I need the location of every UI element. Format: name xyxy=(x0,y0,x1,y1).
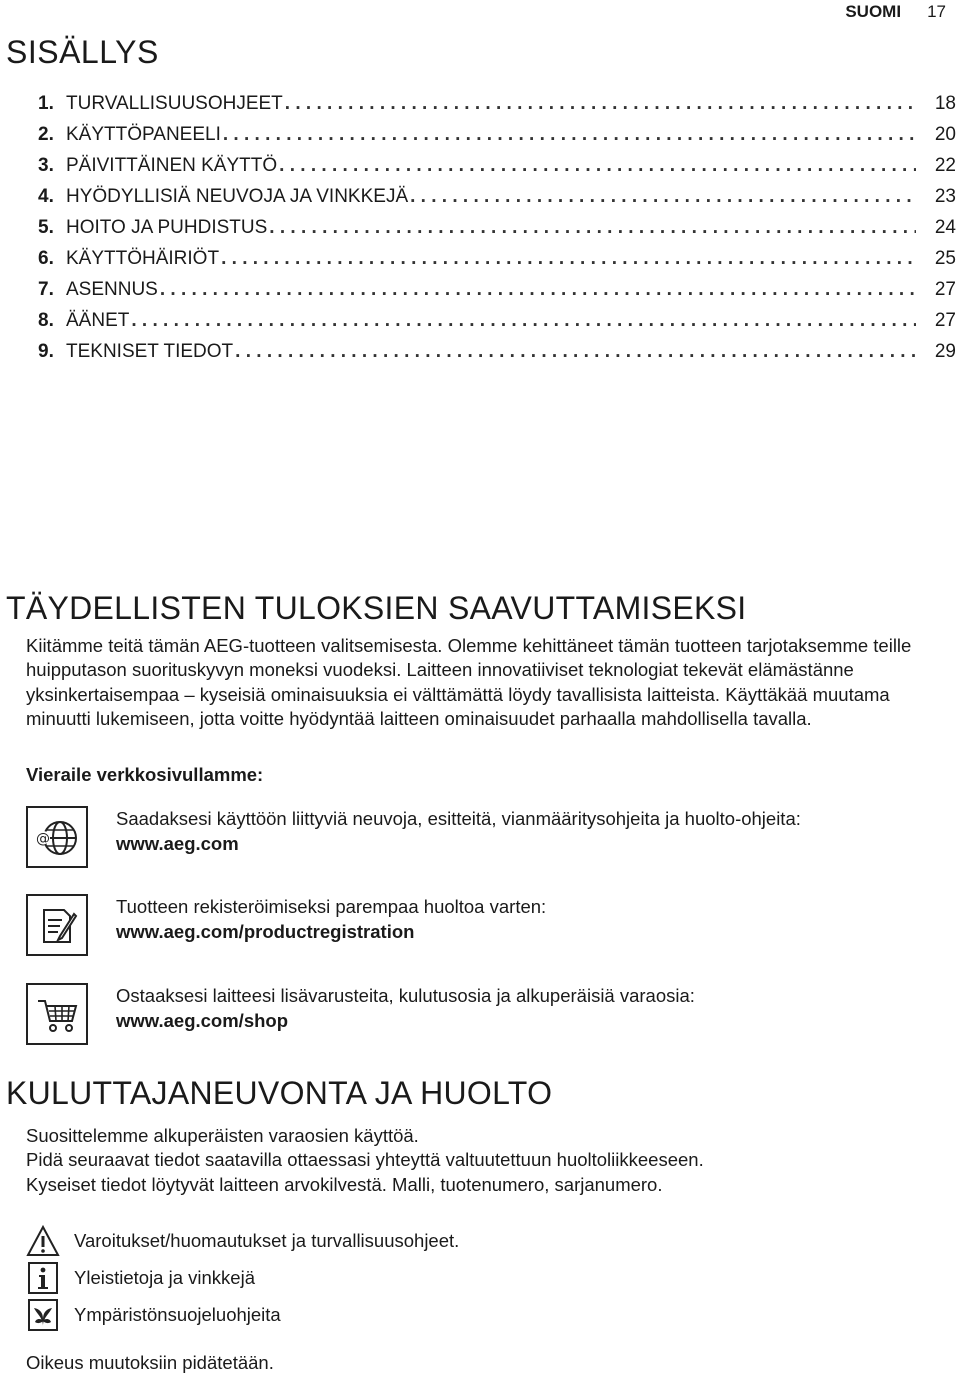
toc-item[interactable] xyxy=(38,186,956,217)
svg-text:@: @ xyxy=(36,831,50,847)
toc-item[interactable] xyxy=(38,341,956,372)
table-of-contents xyxy=(38,93,956,372)
toc-item-label: HYÖDYLLISIÄ NEUVOJA JA VINKKEJÄ xyxy=(66,186,409,207)
toc-item-number: 9. xyxy=(38,341,54,362)
toc-item[interactable] xyxy=(38,217,956,248)
toc-item-page: 18 xyxy=(934,93,956,114)
symbol-legend-environment xyxy=(26,1298,281,1332)
toc-item-label: PÄIVITTÄINEN KÄYTTÖ xyxy=(66,155,278,176)
website-link-description: Tuotteen rekisteröimiseksi parempaa huoltoa varten: xyxy=(116,896,547,917)
toc-leader-dots xyxy=(223,124,916,146)
visit-website-heading: Vieraile verkkosivullamme: xyxy=(26,764,264,785)
warning-triangle-icon xyxy=(26,1224,60,1258)
toc-item-number: 8. xyxy=(38,310,54,331)
toc-item-label: KÄYTTÖHÄIRIÖT xyxy=(66,248,220,269)
website-url-link[interactable]: www.aeg.com xyxy=(116,833,239,854)
toc-item-number: 6. xyxy=(38,248,54,269)
toc-item-label: TURVALLISUUSOHJEET xyxy=(66,93,283,114)
toc-leader-dots xyxy=(410,186,916,208)
toc-item-label: HOITO JA PUHDISTUS xyxy=(66,217,268,238)
toc-item[interactable] xyxy=(38,124,956,155)
toc-leader-dots xyxy=(131,310,916,332)
footer-note: Oikeus muutoksiin pidätetään. xyxy=(26,1352,274,1373)
website-link-description: Saadaksesi käyttöön liittyviä neuvoja, esitteitä, vianmääritysohjeita ja huolto-ohjeita: xyxy=(116,808,801,829)
toc-item-page: 23 xyxy=(934,186,956,207)
toc-item-number: 3. xyxy=(38,155,54,176)
toc-leader-dots xyxy=(160,279,916,301)
document-pen-icon xyxy=(26,894,88,956)
toc-item[interactable] xyxy=(38,248,956,279)
shopping-cart-icon xyxy=(26,983,88,1045)
toc-title: SISÄLLYS xyxy=(6,34,159,70)
toc-item-page: 25 xyxy=(934,248,956,269)
environment-leaf-icon xyxy=(26,1298,60,1332)
toc-item-page: 24 xyxy=(934,217,956,238)
website-link-description: Ostaaksesi laitteesi lisävarusteita, kulutusosia ja alkuperäisiä varaosia: xyxy=(116,985,695,1006)
website-link-shop xyxy=(26,983,695,1045)
toc-item-number: 1. xyxy=(38,93,54,114)
toc-item-number: 7. xyxy=(38,279,54,300)
toc-item-label: KÄYTTÖPANEELI xyxy=(66,124,221,145)
toc-item-page: 27 xyxy=(934,279,956,300)
toc-item[interactable] xyxy=(38,93,956,124)
language-label: SUOMI xyxy=(845,2,902,21)
info-icon xyxy=(26,1261,60,1295)
toc-leader-dots xyxy=(269,217,916,239)
symbol-legend-warning xyxy=(26,1224,459,1258)
service-section-title: KULUTTAJANEUVONTA JA HUOLTO xyxy=(6,1075,553,1111)
toc-item-number: 5. xyxy=(38,217,54,238)
toc-item-number: 4. xyxy=(38,186,54,207)
toc-leader-dots xyxy=(221,248,916,270)
toc-item-page: 27 xyxy=(934,310,956,331)
symbol-legend-text: Yleistietoja ja vinkkejä xyxy=(74,1267,255,1288)
toc-item-page: 29 xyxy=(934,341,956,362)
symbol-legend-info xyxy=(26,1261,255,1295)
intro-paragraph: Kiitämme teitä tämän AEG-tuotteen valitsemisesta. Olemme kehittäneet tämän tuotteen tarjotaksemme teille huipputason suorituskyvyn moneksi vuodeksi. Laitteen innovatiiviset teknologiat tekevät elämästänne yksinkertaisempaa – kyseisiä ominaisuuksia ei välttämättä löydy tavallisista laitteista. Käyttäkää muutama minuutti lukemiseen, jotta voitte hyödyntää laitteen ominaisuudet parhaalla mahdollisella tavalla. xyxy=(26,635,912,729)
website-link-registration xyxy=(26,894,546,956)
toc-item-label: ASENNUS xyxy=(66,279,158,300)
website-url-link[interactable]: www.aeg.com/productregistration xyxy=(116,921,415,942)
page-header xyxy=(845,2,946,22)
service-line: Kyseiset tiedot löytyvät laitteen arvokilvestä. Malli, tuotenumero, sarjanumero. xyxy=(26,1173,663,1195)
symbol-legend-text: Ympäristönsuojeluohjeita xyxy=(74,1304,281,1325)
toc-item[interactable] xyxy=(38,279,956,310)
symbol-legend-text: Varoitukset/huomautukset ja turvallisuusohjeet. xyxy=(74,1230,460,1251)
service-line: Suosittelemme alkuperäisten varaosien käyttöä. xyxy=(26,1125,419,1146)
service-text xyxy=(26,1124,946,1197)
toc-leader-dots xyxy=(279,155,916,177)
website-link-support xyxy=(26,806,801,868)
globe-at-icon xyxy=(26,806,88,868)
toc-leader-dots xyxy=(285,93,916,115)
page-number: 17 xyxy=(927,2,946,21)
toc-item-number: 2. xyxy=(38,124,54,145)
website-url-link[interactable]: www.aeg.com/shop xyxy=(116,1010,289,1031)
toc-item-page: 22 xyxy=(934,155,956,176)
toc-item-label: TEKNISET TIEDOT xyxy=(66,341,234,362)
results-section-title: TÄYDELLISTEN TULOKSIEN SAAVUTTAMISEKSI xyxy=(6,590,747,626)
toc-item-label: ÄÄNET xyxy=(66,310,130,331)
service-line: Pidä seuraavat tiedot saatavilla ottaessasi yhteyttä valtuutettuun huoltoliikkeeseen. xyxy=(26,1149,704,1171)
toc-item-page: 20 xyxy=(934,124,956,145)
toc-leader-dots xyxy=(235,341,916,363)
toc-item[interactable] xyxy=(38,155,956,186)
toc-item[interactable] xyxy=(38,310,956,341)
